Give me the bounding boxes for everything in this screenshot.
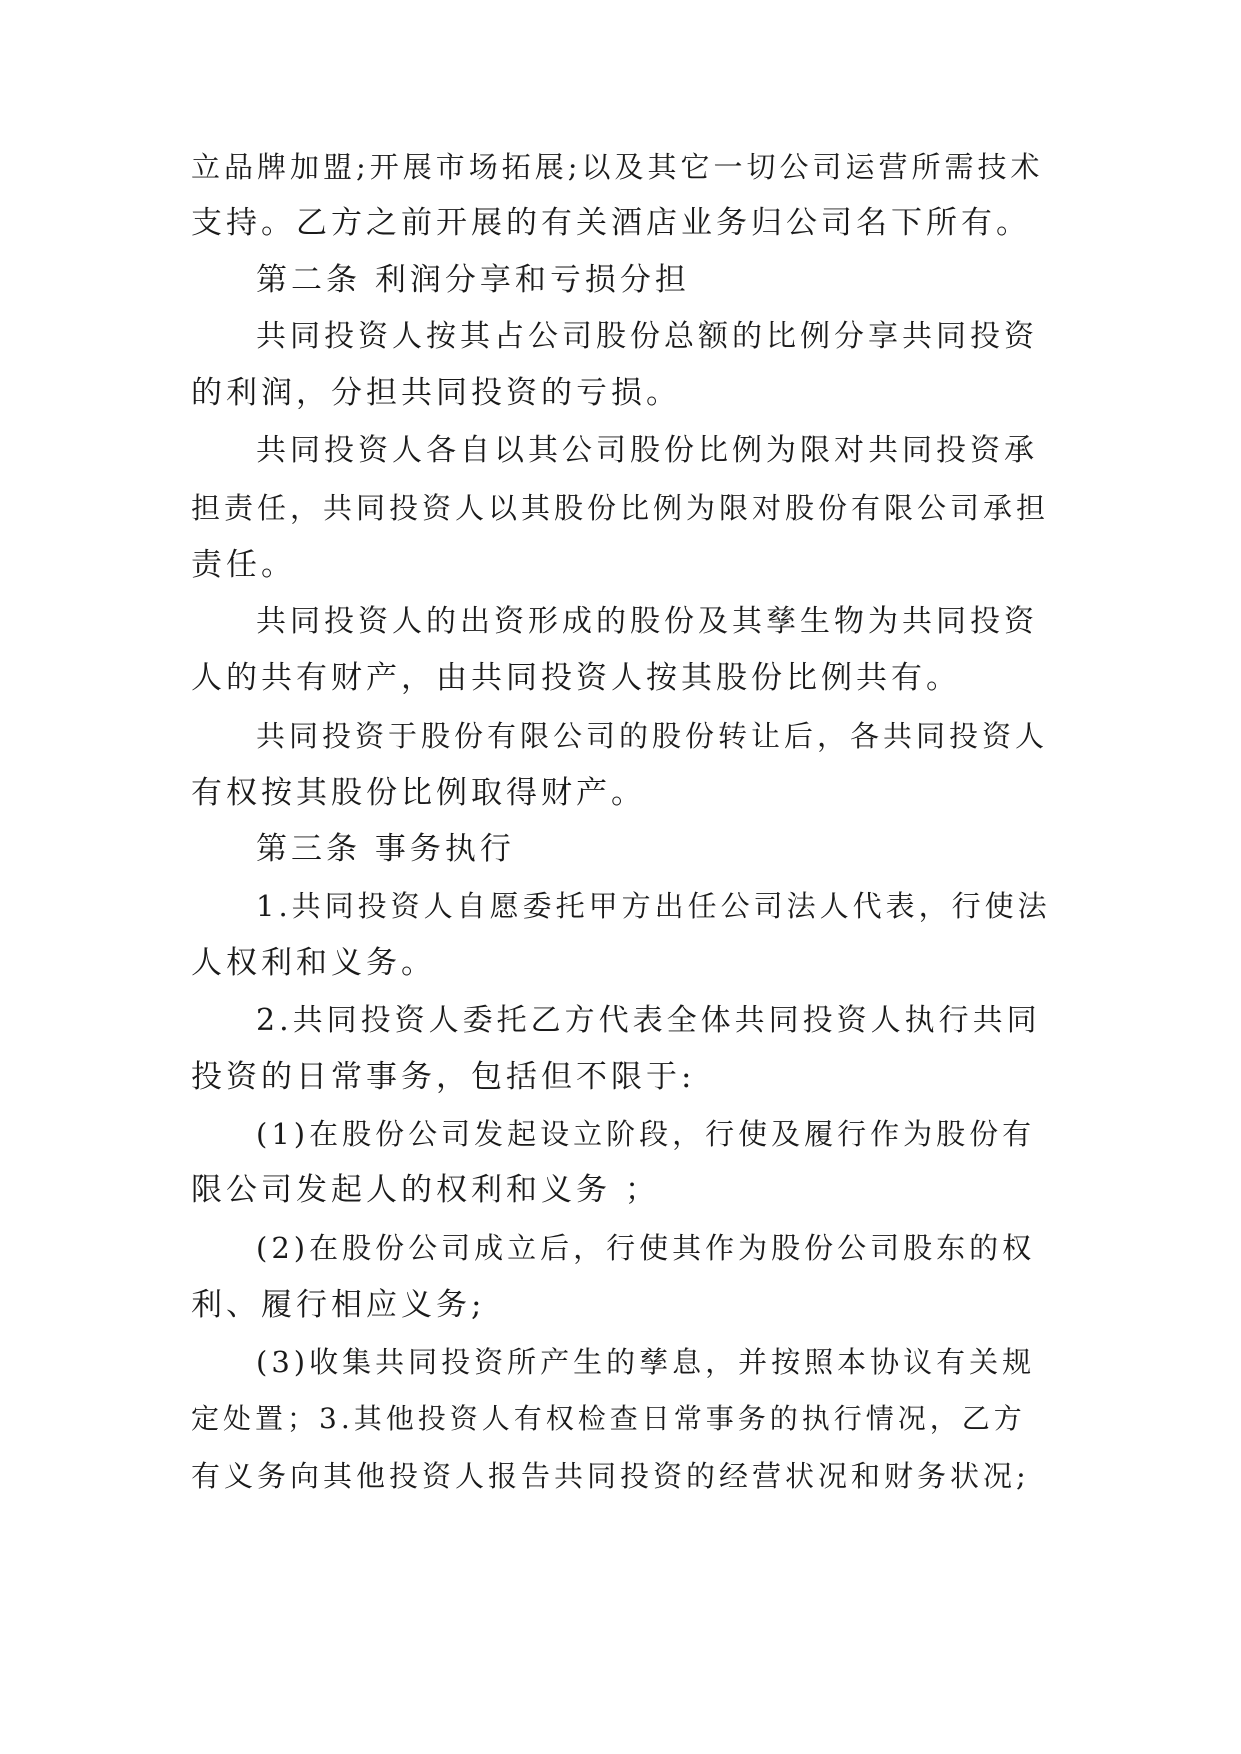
text-line: 共同投资人的出资形成的股份及其孳生物为共同投资 [256,604,1038,639]
text-line: (1)在股份公司发起设立阶段，行使及履行作为股份有 [256,1117,1036,1151]
text-line: 立品牌加盟;开展市场拓展;以及其它一切公司运营所需技术 [191,150,1044,184]
text-line: 限公司发起人的权利和义务 ； [191,1172,660,1208]
text-line: 共同投资人按其占公司股份总额的比例分享共同投资 [256,319,1038,354]
text-line: 共同投资人各自以其公司股份比例为限对共同投资承 [256,433,1038,468]
text-line: 人的共有财产，由共同投资人按其股份比例共有。 [191,660,961,696]
text-line: 2.共同投资人委托乙方代表全体共同投资人执行共同 [256,1003,1041,1038]
text-line: 投资的日常事务，包括但不限于: [191,1059,696,1095]
text-line: (3)收集共同投资所产生的孳息，并按照本协议有关规 [256,1345,1036,1379]
text-line: 人权利和义务。 [191,945,436,981]
text-line: 有义务向其他投资人报告共同投资的经营状况和财务状况; [191,1459,1030,1493]
text-line: 定处置；3.其他投资人有权检查日常事务的执行情况，乙方 [191,1402,1026,1435]
text-line: 的利润，分担共同投资的亏损。 [191,375,681,411]
text-line: 共同投资于股份有限公司的股份转让后，各共同投资人 [256,719,1049,753]
text-line: 支持。乙方之前开展的有关酒店业务归公司名下所有。 [191,205,1031,241]
text-line: 责任。 [191,547,296,583]
text-line: 1.共同投资人自愿委托甲方出任公司法人代表，行使法 [256,889,1051,923]
text-line: (2)在股份公司成立后，行使其作为股份公司股东的权 [256,1231,1036,1265]
text-line: 利、履行相应义务; [191,1287,486,1323]
text-line: 有权按其股份比例取得财产。 [191,775,646,811]
text-line: 担责任，共同投资人以其股份比例为限对股份有限公司承担 [191,491,1050,525]
section-heading: 第二条 利润分享和亏损分担 [256,262,690,298]
section-heading: 第三条 事务执行 [256,831,515,867]
